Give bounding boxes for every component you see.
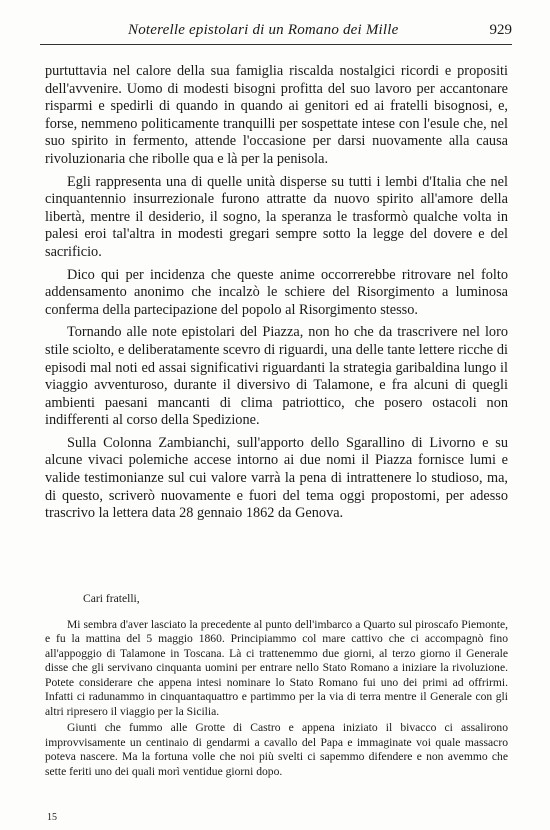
printer-signature-mark: 15 [47, 812, 57, 823]
letter-paragraph: Mi sembra d'aver lasciato la precedente al punto dell'imbarco a Quarto sul piroscafo Piemonte, e fu la mattina del 5 maggio 1860. Principiammo col mare cattivo che ci accompagnò fino all'appoggio di Talamone in Toscana. Là ci trattenemmo due giorni, al terzo giorno il Generale disse che gli servivano cinquanta uomini per entrare nello Stato Romano a iniziare la rivoluzione. Potete considerare che appena intesi nominare lo Stato Romano fui uno dei primi ad offrirmi. Infatti ci radunammo in cinquantaquattro e partimmo per la via di terra mentre il Generale con gli altri ripresero il viaggio per la Sicilia. [45, 617, 508, 718]
paragraph: Tornando alle note epistolari del Piazza, non ho che da trascrivere nel loro stile sciolto, e deliberatamente scevro di riguardi, una delle tante lettere ricche di episodi mal noti ed assai significativi riguardanti la strategia garibaldina lungo il viaggio avventuroso, durante il diversivo di Talamone, e fra alcuni di quegli ambienti paesani mancanti di clima patriottico, che posero ostacoli non indifferenti al corso della Spedizione. [45, 324, 508, 429]
page-number: 929 [489, 22, 512, 38]
quoted-letter [45, 592, 508, 781]
main-text [45, 63, 508, 528]
letter-paragraph: Giunti che fummo alle Grotte di Castro e appena iniziato il bivacco ci assalirono improvvisamente un centinaio di gendarmi a cavallo del Papa e immaginate voi quale massacro poteva nascere. Ma la fortuna volle che noi più svelti ci sapemmo difendere e non avemmo che sette feriti uno dei quali morì ventidue giorni dopo. [45, 721, 508, 778]
paragraph: purtuttavia nel calore della sua famiglia riscalda nostalgici ricordi e propositi dell'avvenire. Uomo di modesti bisogni profitta del suo lavoro per accantonare risparmi e spedirli di quando in quando ai genitori ed ai fratelli bisognosi, e, forse, nemmeno politicamente tranquilli per sospettate intese con l'esule che, nel suo spirito in fermento, attende l'occasione per darsi nuovamente alla causa rivoluzionaria che ribolle qua e là per la penisola. [45, 63, 508, 167]
paragraph: Sulla Colonna Zambianchi, sull'apporto dello Sgarallino di Livorno e su alcune vivaci polemiche accese intorno ai due nomi il Piazza fornisce lumi e valide testimonianze sul cui valore varrà la pena di intrattenere lo studioso, ma, di questo, scriverò nuovamente e fuori del tema oggi propostomi, per adesso trascrivo la lettera data 28 gennaio 1862 da Genova. [45, 434, 508, 522]
running-title: Noterelle epistolari di un Romano dei Mille [128, 22, 399, 38]
page-header [40, 22, 512, 45]
paragraph: Dico qui per incidenza che queste anime occorrerebbe ritrovare nel folto addensamento anonimo che incalzò le schiere del Risorgimento a luminosa conferma della partecipazione del popolo al Risorgimento stesso. [45, 266, 508, 318]
letter-salutation: Cari fratelli, [83, 592, 140, 605]
paragraph: Egli rappresenta una di quelle unità disperse su tutti i lembi d'Italia che nel cinquantennio insurrezionale furono attratte da nuovo spirito all'amore della libertà, mentre il desiderio, il sogno, la speranza le trasformò qualche volta in palesi eroi tal'altra in modesti gregari sempre sotto la legge del dovere e del sacrificio. [45, 173, 508, 260]
